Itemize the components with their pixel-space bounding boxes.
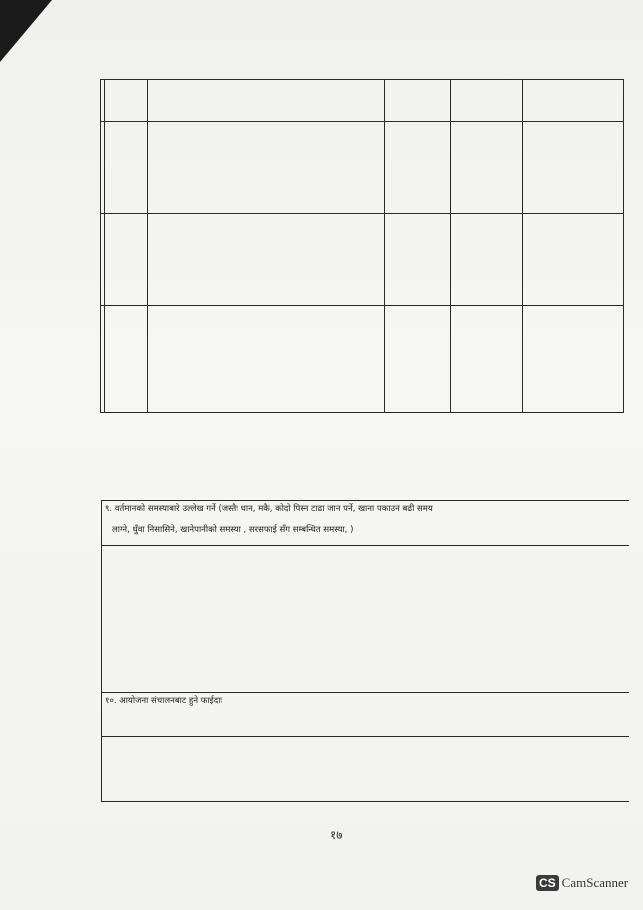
section-10-bottom-rule <box>101 801 629 802</box>
table-row-divider <box>100 305 624 306</box>
section-10-heading: १०. आयोजना संचालनबाट हुने फाईदाः <box>105 696 223 706</box>
table-border-bottom <box>100 412 624 413</box>
table-border-left-inner <box>104 79 105 413</box>
table-column-divider <box>522 79 523 413</box>
table-border-right <box>623 79 624 413</box>
camscanner-brand-name: CamScanner <box>561 875 629 890</box>
table-column-divider <box>384 79 385 413</box>
section-10-answer-rule <box>101 736 629 737</box>
section-10-left-border <box>101 692 102 802</box>
section-10-top-rule <box>101 692 629 693</box>
table-row-divider <box>100 121 624 122</box>
table-column-divider <box>450 79 451 413</box>
section-9-answer-rule <box>101 545 629 546</box>
section-9-left-border <box>101 500 102 692</box>
table-row-divider <box>100 213 624 214</box>
section-9-question-line-2: लाग्ने, धुँवा निसासिने, खानेपानीको समस्या , सरसफाई सँग सम्बन्धित समस्या, ) <box>112 525 354 535</box>
scan-shadow-corner <box>0 0 52 62</box>
table-column-divider <box>147 79 148 413</box>
section-9-top-rule <box>101 500 629 501</box>
camscanner-logo-icon: CS <box>536 875 559 891</box>
table-border-top <box>100 79 624 80</box>
camscanner-watermark <box>536 875 628 891</box>
table-border-left <box>100 79 101 413</box>
page-number: १७ <box>330 828 343 842</box>
section-9-question-line-1: ९. वर्तमानको समस्याबारे उल्लेख गर्ने (जस्तैः धान, मकै, कोदो पिस्न टाढा जान पर्ने, खाना पकाउन बढी समय <box>105 504 433 514</box>
